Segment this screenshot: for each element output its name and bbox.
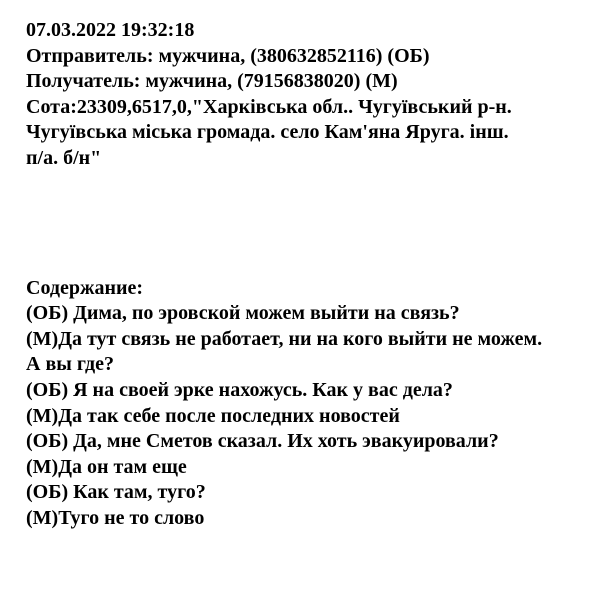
cell-info-line-1: Сота:23309,6517,0,"Харківська обл.. Чугуївський р-н. bbox=[26, 95, 512, 118]
transcript-line: (М)Туго не то слово bbox=[26, 506, 205, 529]
conversation-content bbox=[26, 276, 596, 532]
cell-info-line-2: Чугуївська міська громада. село Кам'яна Яруга. інш. bbox=[26, 121, 509, 144]
transcript-line: (ОБ) Как там, туго? bbox=[26, 481, 206, 504]
sender-line: Отправитель: мужчина, (380632852116) (ОБ) bbox=[26, 44, 430, 67]
transcript-line: (ОБ) Я на своей эрке нахожусь. Как у вас дела? bbox=[26, 378, 453, 401]
transcript-line: (М)Да тут связь не работает, ни на кого выйти не можем. bbox=[26, 327, 543, 350]
recipient-line: Получатель: мужчина, (79156838020) (М) bbox=[26, 70, 398, 93]
transcript-line: А вы где? bbox=[26, 353, 114, 376]
content-label: Содержание: bbox=[26, 276, 144, 299]
call-header bbox=[26, 18, 596, 172]
transcript-line: (ОБ) Да, мне Сметов сказал. Их хоть эвакуировали? bbox=[26, 430, 499, 453]
call-datetime: 07.03.2022 19:32:18 bbox=[26, 19, 195, 41]
transcript-document bbox=[26, 18, 596, 532]
cell-info-line-3: п/а. б/н" bbox=[26, 146, 102, 169]
transcript-line: (М)Да так себе после последних новостей bbox=[26, 404, 400, 427]
transcript-line: (ОБ) Дима, по эровской можем выйти на связь? bbox=[26, 302, 460, 325]
transcript-line: (М)Да он там еще bbox=[26, 455, 187, 478]
